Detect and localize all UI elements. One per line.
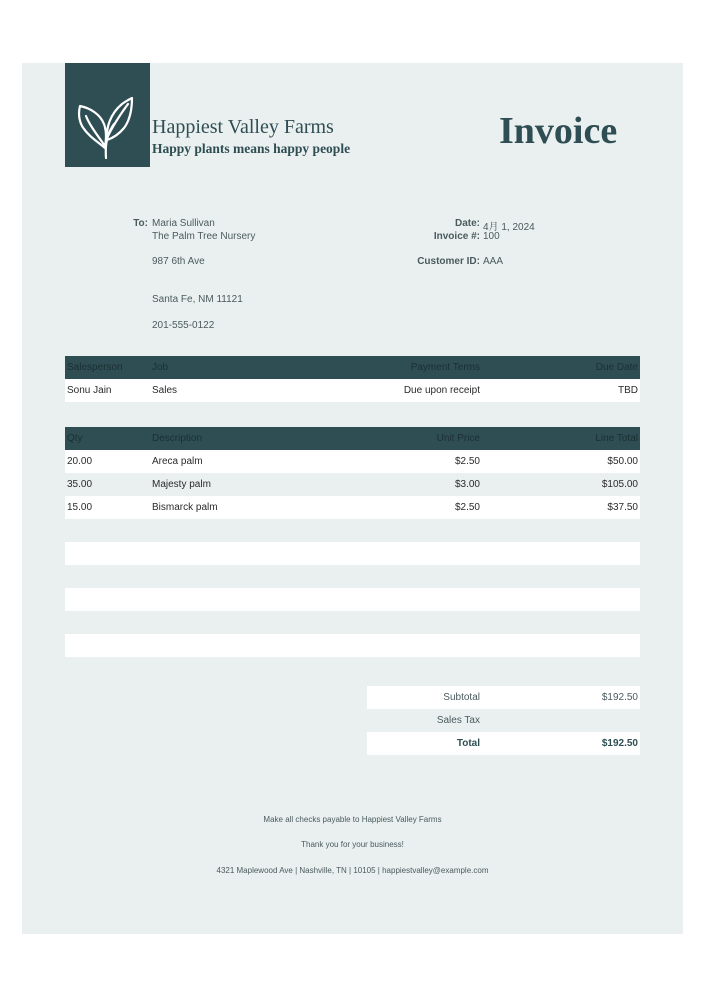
empty-row bbox=[65, 588, 640, 611]
page-title: Invoice bbox=[499, 110, 618, 152]
empty-row bbox=[65, 611, 640, 634]
header-unit-price: Unit Price bbox=[436, 433, 480, 444]
payment-terms-cell: Due upon receipt bbox=[403, 385, 480, 396]
billing-street: 987 6th Ave bbox=[152, 256, 205, 267]
thanks-note: Thank you for your business! bbox=[301, 840, 404, 849]
empty-row bbox=[65, 565, 640, 588]
date-label: Date: bbox=[454, 218, 480, 229]
sales-tax-label: Sales Tax bbox=[436, 715, 480, 726]
company-address: 4321 Maplewood Ave | Nashville, TN | 10105 | happiestvalley@example.com bbox=[216, 866, 489, 875]
total-label: Total bbox=[456, 738, 480, 749]
table-row bbox=[65, 450, 640, 473]
line-total-cell: $50.00 bbox=[607, 456, 638, 467]
unit-price-cell: $2.50 bbox=[454, 456, 480, 467]
to-label: To: bbox=[133, 218, 148, 229]
empty-row bbox=[65, 634, 640, 657]
company-logo bbox=[65, 63, 150, 167]
total-row bbox=[367, 732, 640, 755]
items-table-header bbox=[65, 427, 640, 450]
description-cell: Bismarck palm bbox=[152, 502, 218, 513]
line-total-cell: $105.00 bbox=[601, 479, 638, 490]
empty-row bbox=[65, 542, 640, 565]
invoice-number-value: 100 bbox=[483, 231, 500, 242]
table-row bbox=[65, 473, 640, 496]
date-value: 4月 1, 2024 bbox=[483, 222, 535, 233]
invoice-number-label: Invoice #: bbox=[433, 231, 480, 242]
billing-city: Santa Fe, NM 11121 bbox=[152, 294, 243, 305]
customer-id-label: Customer ID: bbox=[417, 256, 480, 267]
job-table-header bbox=[65, 356, 640, 379]
header-salesperson: Salesperson bbox=[67, 362, 123, 373]
line-total-cell: $37.50 bbox=[607, 502, 638, 513]
unit-price-cell: $2.50 bbox=[454, 502, 480, 513]
header-job: Job bbox=[152, 362, 169, 373]
company-tagline: Happy plants means happy people bbox=[152, 141, 351, 156]
subtotal-row bbox=[367, 686, 640, 709]
items-table bbox=[65, 427, 640, 657]
customer-id-value: AAA bbox=[483, 256, 504, 267]
sales-tax-row bbox=[367, 709, 640, 732]
qty-cell: 20.00 bbox=[67, 456, 93, 467]
subtotal-label: Subtotal bbox=[443, 692, 480, 703]
header-description: Description bbox=[152, 433, 203, 444]
unit-price-cell: $3.00 bbox=[454, 479, 480, 490]
total-value: $192.50 bbox=[601, 738, 638, 749]
checks-note: Make all checks payable to Happiest Valley Farms bbox=[263, 815, 442, 824]
billing-company: The Palm Tree Nursery bbox=[152, 231, 256, 242]
due-date-cell: TBD bbox=[618, 385, 638, 396]
empty-row bbox=[65, 519, 640, 542]
table-row bbox=[65, 379, 640, 402]
description-cell: Majesty palm bbox=[152, 479, 211, 490]
subtotal-value: $192.50 bbox=[601, 692, 638, 703]
header-line-total: Line Total bbox=[595, 433, 638, 444]
qty-cell: 15.00 bbox=[67, 502, 93, 513]
qty-cell: 35.00 bbox=[67, 479, 93, 490]
table-row bbox=[65, 496, 640, 519]
header-due-date: Due Date bbox=[595, 362, 638, 373]
billing-name: Maria Sullivan bbox=[152, 218, 215, 229]
job-table bbox=[65, 356, 640, 402]
billing-phone: 201-555-0122 bbox=[152, 320, 215, 331]
totals-block bbox=[367, 686, 640, 755]
header-payment-terms: Payment Terms bbox=[410, 362, 480, 373]
company-name: Happiest Valley Farms bbox=[152, 116, 334, 138]
header-qty: Qty bbox=[67, 433, 83, 444]
salesperson-cell: Sonu Jain bbox=[67, 385, 112, 396]
description-cell: Areca palm bbox=[152, 456, 203, 467]
job-cell: Sales bbox=[152, 385, 178, 396]
leaf-icon bbox=[74, 96, 134, 160]
